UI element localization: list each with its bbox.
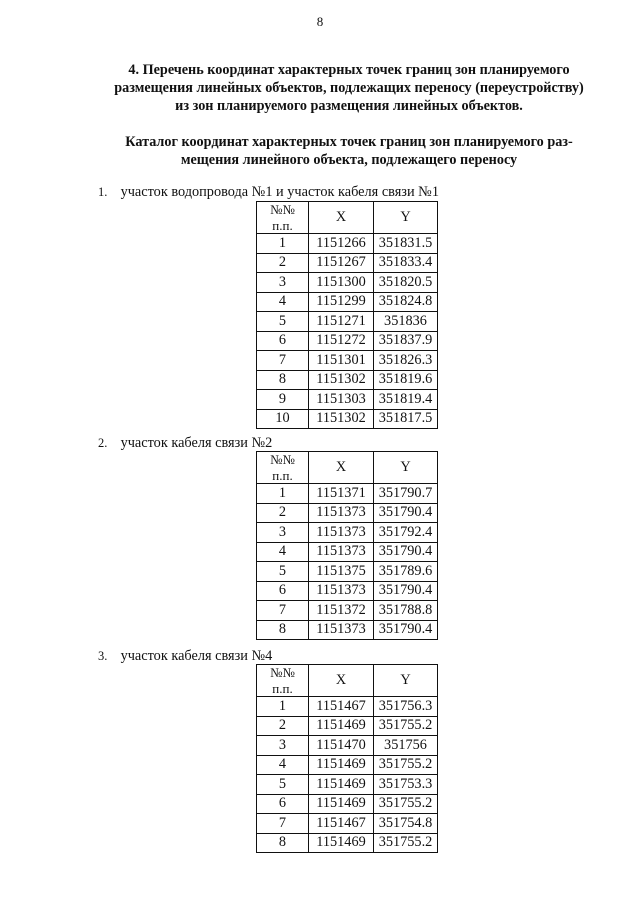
catalog-heading-line: Каталог координат характерных точек границ зон планируемого раз-: [125, 134, 573, 150]
table-row: [257, 273, 438, 293]
cell-num: 8: [257, 833, 309, 853]
table-row: [257, 253, 438, 273]
section-heading: [88, 61, 610, 115]
table-row: [257, 755, 438, 775]
cell-x: 1151373: [309, 581, 374, 601]
header-x: X: [309, 665, 374, 697]
cell-num: 8: [257, 370, 309, 390]
table-row: [257, 409, 438, 429]
header-num-line1: №№: [270, 202, 295, 217]
table-header-row: [257, 452, 438, 484]
cell-y: 351755.2: [374, 833, 438, 853]
section-title-3: [98, 648, 272, 665]
cell-num: 8: [257, 620, 309, 640]
cell-y: 351792.4: [374, 523, 438, 543]
cell-x: 1151301: [309, 351, 374, 371]
cell-y: 351756: [374, 736, 438, 756]
cell-x: 1151375: [309, 562, 374, 582]
header-x: X: [309, 202, 374, 234]
coordinates-table-1: [256, 201, 438, 429]
cell-x: 1151469: [309, 755, 374, 775]
cell-x: 1151303: [309, 390, 374, 410]
header-y: Y: [374, 665, 438, 697]
section-number: 1.: [98, 185, 108, 199]
catalog-heading-line: мещения линейного объекта, подлежащего переносу: [180, 152, 518, 168]
cell-x: 1151467: [309, 697, 374, 717]
table-row: [257, 503, 438, 523]
cell-y: 351824.8: [374, 292, 438, 312]
cell-y: 351820.5: [374, 273, 438, 293]
table-row: [257, 794, 438, 814]
cell-x: 1151469: [309, 833, 374, 853]
cell-y: 351790.7: [374, 484, 438, 504]
table-row: [257, 484, 438, 504]
cell-y: 351817.5: [374, 409, 438, 429]
cell-num: 2: [257, 503, 309, 523]
cell-y: 351788.8: [374, 601, 438, 621]
cell-y: 351790.4: [374, 503, 438, 523]
cell-y: 351753.3: [374, 775, 438, 795]
section-title-text: участок кабеля связи №4: [120, 648, 273, 664]
cell-x: 1151373: [309, 503, 374, 523]
section-number: 2.: [98, 436, 108, 450]
table-row: [257, 620, 438, 640]
table-header-row: [257, 665, 438, 697]
page-number: 8: [316, 14, 324, 29]
header-num-line1: №№: [270, 665, 295, 680]
cell-num: 5: [257, 775, 309, 795]
header-num: [257, 665, 309, 697]
cell-y: 351755.2: [374, 716, 438, 736]
cell-x: 1151373: [309, 620, 374, 640]
cell-x: 1151372: [309, 601, 374, 621]
section-title-1: [98, 184, 439, 201]
cell-x: 1151371: [309, 484, 374, 504]
section-title-text: участок кабеля связи №2: [120, 435, 273, 451]
coordinates-table-2: [256, 451, 438, 640]
cell-x: 1151373: [309, 542, 374, 562]
cell-num: 1: [257, 234, 309, 254]
cell-y: 351836: [374, 312, 438, 332]
cell-x: 1151302: [309, 370, 374, 390]
cell-y: 351755.2: [374, 755, 438, 775]
table-row: [257, 542, 438, 562]
header-x: X: [309, 452, 374, 484]
cell-num: 7: [257, 601, 309, 621]
cell-y: 351790.4: [374, 620, 438, 640]
table-row: [257, 331, 438, 351]
cell-num: 4: [257, 755, 309, 775]
cell-y: 351833.4: [374, 253, 438, 273]
table-row: [257, 581, 438, 601]
cell-y: 351754.8: [374, 814, 438, 834]
cell-x: 1151373: [309, 523, 374, 543]
header-num: [257, 202, 309, 234]
table-row: [257, 292, 438, 312]
cell-x: 1151271: [309, 312, 374, 332]
table-row: [257, 562, 438, 582]
header-y: Y: [374, 452, 438, 484]
cell-num: 7: [257, 814, 309, 834]
cell-x: 1151299: [309, 292, 374, 312]
cell-num: 1: [257, 697, 309, 717]
cell-x: 1151469: [309, 794, 374, 814]
heading-line: из зон планируемого размещения линейных объектов.: [175, 98, 523, 114]
section-title-text: участок водопровода №1 и участок кабеля связи №1: [120, 184, 439, 200]
table-row: [257, 775, 438, 795]
header-num-line1: №№: [270, 452, 295, 467]
cell-y: 351831.5: [374, 234, 438, 254]
table-header-row: [257, 202, 438, 234]
cell-num: 5: [257, 562, 309, 582]
cell-x: 1151302: [309, 409, 374, 429]
cell-y: 351789.6: [374, 562, 438, 582]
cell-num: 5: [257, 312, 309, 332]
header-num: [257, 452, 309, 484]
table-row: [257, 370, 438, 390]
table-row: [257, 523, 438, 543]
table-row: [257, 601, 438, 621]
cell-num: 3: [257, 736, 309, 756]
cell-y: 351819.6: [374, 370, 438, 390]
cell-y: 351790.4: [374, 581, 438, 601]
cell-num: 4: [257, 542, 309, 562]
table-row: [257, 234, 438, 254]
heading-line: 4. Перечень координат характерных точек границ зон планируемого: [128, 62, 570, 78]
cell-num: 6: [257, 794, 309, 814]
cell-x: 1151267: [309, 253, 374, 273]
table-row: [257, 312, 438, 332]
cell-y: 351756.3: [374, 697, 438, 717]
cell-num: 3: [257, 523, 309, 543]
cell-y: 351790.4: [374, 542, 438, 562]
cell-num: 2: [257, 253, 309, 273]
heading-line: размещения линейных объектов, подлежащих переносу (переустройству): [114, 80, 584, 96]
coordinates-table-3: [256, 664, 438, 853]
cell-num: 10: [257, 409, 309, 429]
catalog-heading: [88, 133, 610, 169]
cell-y: 351819.4: [374, 390, 438, 410]
cell-x: 1151266: [309, 234, 374, 254]
table-row: [257, 716, 438, 736]
cell-x: 1151469: [309, 775, 374, 795]
cell-num: 4: [257, 292, 309, 312]
header-num-line2: п.п.: [272, 217, 293, 233]
table-row: [257, 833, 438, 853]
cell-x: 1151470: [309, 736, 374, 756]
header-y: Y: [374, 202, 438, 234]
cell-y: 351837.9: [374, 331, 438, 351]
cell-num: 7: [257, 351, 309, 371]
cell-num: 9: [257, 390, 309, 410]
cell-x: 1151467: [309, 814, 374, 834]
cell-y: 351755.2: [374, 794, 438, 814]
cell-num: 1: [257, 484, 309, 504]
table-row: [257, 814, 438, 834]
table-row: [257, 697, 438, 717]
cell-x: 1151300: [309, 273, 374, 293]
cell-num: 6: [257, 331, 309, 351]
table-row: [257, 390, 438, 410]
cell-num: 3: [257, 273, 309, 293]
table-row: [257, 351, 438, 371]
header-num-line2: п.п.: [272, 680, 293, 696]
section-number: 3.: [98, 649, 108, 663]
table-row: [257, 736, 438, 756]
cell-num: 2: [257, 716, 309, 736]
cell-x: 1151272: [309, 331, 374, 351]
cell-num: 6: [257, 581, 309, 601]
section-title-2: [98, 435, 272, 452]
cell-y: 351826.3: [374, 351, 438, 371]
cell-x: 1151469: [309, 716, 374, 736]
header-num-line2: п.п.: [272, 467, 293, 483]
